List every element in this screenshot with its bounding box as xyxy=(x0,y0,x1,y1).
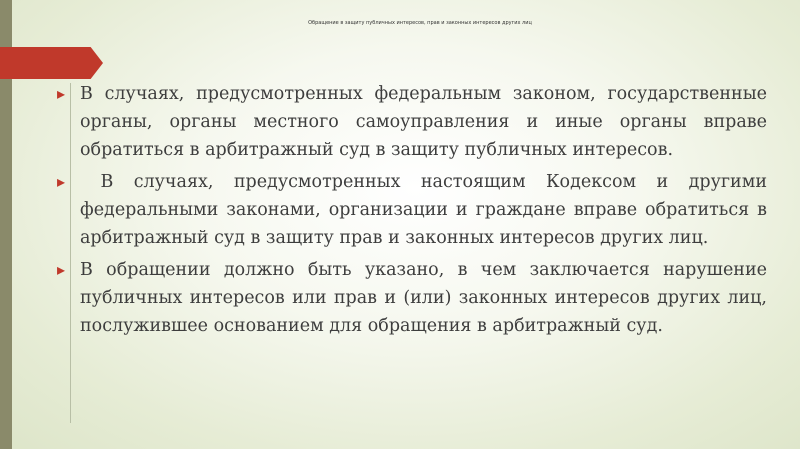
arrow-bullet-icon: ▸ xyxy=(57,172,66,191)
bullet-paragraph xyxy=(57,256,767,340)
bullet-paragraph xyxy=(57,168,773,252)
paragraph-text: В обращении должно быть указано, в чем заключается нарушение публичных интересов или прав и (или) законных интересов других лиц, послужившее основанием для обращения в арбитражный суд. xyxy=(80,260,767,336)
paragraph-text: В случаях, предусмотренных федеральным законом, государственные органы, органы местного самоуправления и иные органы вправе обратиться в арбитражный суд в защиту публичных интересов. xyxy=(80,84,767,160)
arrow-bullet-icon: ▸ xyxy=(57,260,66,279)
slide-content xyxy=(57,80,773,344)
paragraph-text: В случаях, предусмотренных настоящим Кодексом и другими федеральными законами, организации и граждане вправе обратиться в арбитражный суд в защиту прав и законных интересов других лиц. xyxy=(80,172,773,248)
arrow-bullet-icon: ▸ xyxy=(57,84,66,103)
bullet-paragraph xyxy=(57,80,767,164)
slide-title: Обращение в защиту публичных интересов, прав и законных интересов других лиц xyxy=(308,20,532,26)
title-accent-tab xyxy=(0,47,103,79)
